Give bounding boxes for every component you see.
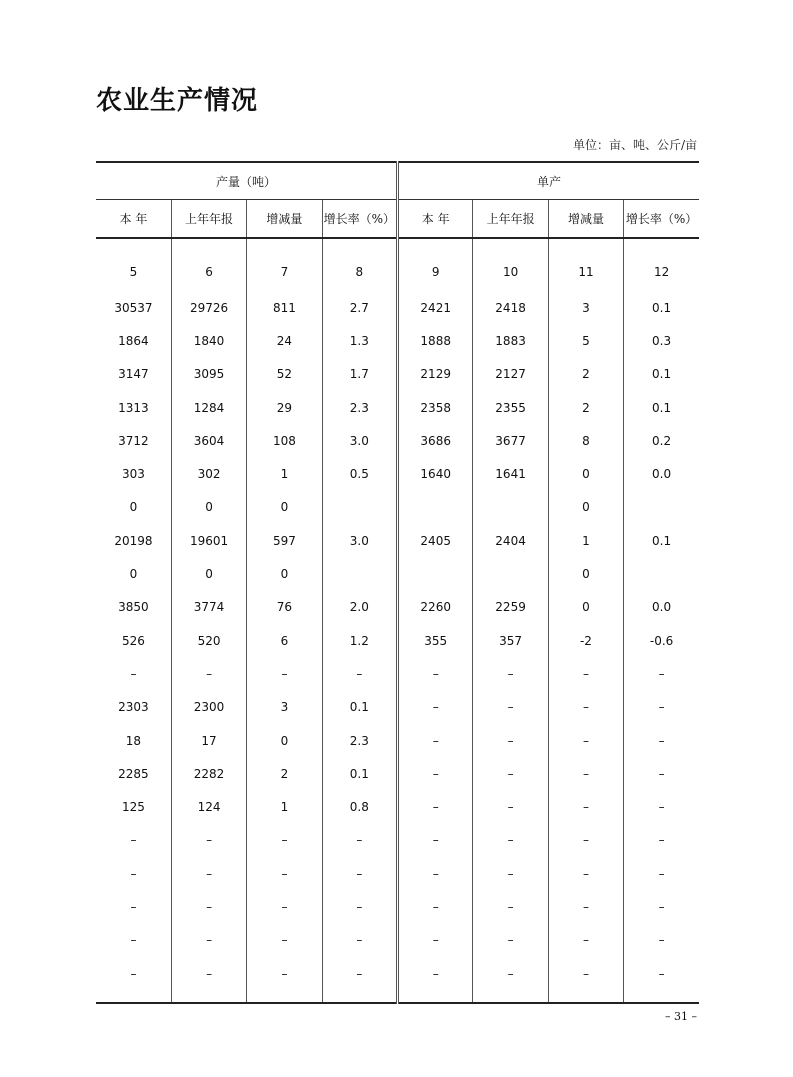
table-cell: 2418 xyxy=(473,291,548,324)
table-cell: 2.7 xyxy=(322,291,397,324)
table-cell: 0 xyxy=(548,457,623,490)
table-cell: – xyxy=(322,857,397,890)
table-cell: 1 xyxy=(548,524,623,557)
table-cell: – xyxy=(658,899,665,914)
table-cell: 0.0 xyxy=(652,467,672,482)
table-cell: 3604 xyxy=(171,424,246,457)
table-cell: 0 xyxy=(96,557,171,590)
table-cell: 6 xyxy=(247,624,322,657)
table-cell: 18 xyxy=(96,724,171,757)
table-row xyxy=(96,790,699,823)
table-cell: 1284 xyxy=(171,391,246,424)
table-cell: 811 xyxy=(247,291,322,324)
header-group-row xyxy=(96,162,699,200)
table-cell: 0.2 xyxy=(652,433,672,448)
table-cell: 1.3 xyxy=(322,324,397,357)
table-cell: – xyxy=(322,957,397,1003)
table-cell: -2 xyxy=(548,624,623,657)
table-cell: – xyxy=(473,924,548,957)
table-cell xyxy=(398,491,473,524)
table-cell: 10 xyxy=(473,238,548,291)
column-header: 增长率（%） xyxy=(625,212,698,226)
table-row xyxy=(96,657,699,690)
table-cell: 3 xyxy=(247,691,322,724)
table-cell: 8 xyxy=(548,424,623,457)
table-cell: 0.1 xyxy=(652,533,672,548)
table-cell: – xyxy=(658,766,665,781)
table-cell: 2405 xyxy=(398,524,473,557)
table-cell: – xyxy=(473,691,548,724)
table-cell: 2259 xyxy=(473,591,548,624)
table-cell: 0 xyxy=(548,491,623,524)
table-cell: 1 xyxy=(247,790,322,823)
table-cell: – xyxy=(548,824,623,857)
table-cell: – xyxy=(548,657,623,690)
table-cell: – xyxy=(398,957,473,1003)
table-cell: 52 xyxy=(247,358,322,391)
table-cell: – xyxy=(548,924,623,957)
table-cell xyxy=(624,491,699,524)
table-cell: 0 xyxy=(171,557,246,590)
table-cell: 355 xyxy=(398,624,473,657)
table-cell: – xyxy=(398,790,473,823)
table-row xyxy=(96,724,699,757)
table-cell: – xyxy=(473,857,548,890)
table-row xyxy=(96,591,699,624)
table-cell: – xyxy=(96,657,171,690)
table-cell: 2285 xyxy=(96,757,171,790)
table-cell: – xyxy=(171,957,246,1003)
table-cell: 0 xyxy=(548,557,623,590)
table-cell: 0 xyxy=(548,591,623,624)
table-cell: 2300 xyxy=(171,691,246,724)
table-cell: 2129 xyxy=(398,358,473,391)
table-cell: 0.1 xyxy=(652,400,672,415)
statistics-table-container xyxy=(96,161,699,1004)
column-header: 上年年报 xyxy=(473,200,548,239)
table-cell: 0.1 xyxy=(652,367,672,382)
table-cell: 29 xyxy=(247,391,322,424)
column-header: 增减量 xyxy=(548,200,623,239)
group-header-yield: 单产 xyxy=(398,162,700,200)
table-cell: 302 xyxy=(171,457,246,490)
table-row xyxy=(96,491,699,524)
table-body xyxy=(96,238,699,1003)
table-cell: – xyxy=(473,824,548,857)
page-number: – 31 – xyxy=(665,1010,697,1023)
table-cell: 2 xyxy=(548,391,623,424)
table-cell: 9 xyxy=(398,238,473,291)
table-cell: 1313 xyxy=(96,391,171,424)
table-cell: 24 xyxy=(247,324,322,357)
table-cell: 0 xyxy=(247,557,322,590)
table-cell: 1840 xyxy=(171,324,246,357)
table-row xyxy=(96,624,699,657)
table-row xyxy=(96,424,699,457)
table-cell xyxy=(473,557,548,590)
table-cell: – xyxy=(473,957,548,1003)
table-cell: – xyxy=(322,890,397,923)
table-cell: 2358 xyxy=(398,391,473,424)
table-cell: 0.3 xyxy=(652,333,672,348)
table-cell: – xyxy=(398,724,473,757)
column-header: 本 年 xyxy=(96,200,171,239)
table-cell: – xyxy=(247,824,322,857)
table-cell: – xyxy=(658,733,665,748)
table-row xyxy=(96,524,699,557)
table-cell: – xyxy=(548,890,623,923)
table-cell: 3712 xyxy=(96,424,171,457)
table-row xyxy=(96,857,699,890)
group-header-production: 产量（吨） xyxy=(96,162,398,200)
table-cell: – xyxy=(548,957,623,1003)
table-cell: – xyxy=(398,757,473,790)
table-cell: – xyxy=(247,890,322,923)
table-cell: – xyxy=(398,691,473,724)
table-cell: 1.7 xyxy=(322,358,397,391)
table-cell: – xyxy=(247,957,322,1003)
table-row xyxy=(96,924,699,957)
table-cell: – xyxy=(398,657,473,690)
table-cell: 125 xyxy=(96,790,171,823)
table-cell: – xyxy=(96,857,171,890)
table-row xyxy=(96,757,699,790)
table-cell: 0 xyxy=(247,491,322,524)
table-cell: 2 xyxy=(247,757,322,790)
table-cell: 2127 xyxy=(473,358,548,391)
table-cell: – xyxy=(171,924,246,957)
table-cell: 1888 xyxy=(398,324,473,357)
column-header: 增减量 xyxy=(247,200,322,239)
table-cell: 2355 xyxy=(473,391,548,424)
table-cell: 5 xyxy=(96,238,171,291)
table-row xyxy=(96,557,699,590)
table-cell: – xyxy=(322,657,397,690)
table-cell: – xyxy=(658,666,665,681)
table-cell: 2 xyxy=(548,358,623,391)
table-cell: 0.1 xyxy=(322,757,397,790)
table-cell: – xyxy=(322,824,397,857)
page-title: 农业生产情况 xyxy=(96,86,259,116)
table-cell: 3677 xyxy=(473,424,548,457)
table-cell: 303 xyxy=(96,457,171,490)
agriculture-statistics-table xyxy=(96,161,699,1004)
table-cell: – xyxy=(473,790,548,823)
table-cell: 3686 xyxy=(398,424,473,457)
table-header xyxy=(96,162,699,238)
table-cell: – xyxy=(548,857,623,890)
table-cell: 2282 xyxy=(171,757,246,790)
table-cell: – xyxy=(171,857,246,890)
table-cell: – xyxy=(171,824,246,857)
table-cell: 1883 xyxy=(473,324,548,357)
table-row xyxy=(96,457,699,490)
table-cell: 3.0 xyxy=(322,524,397,557)
table-row xyxy=(96,324,699,357)
table-cell: 2404 xyxy=(473,524,548,557)
header-sub-row xyxy=(96,200,699,239)
table-row xyxy=(96,824,699,857)
table-cell: 3.0 xyxy=(322,424,397,457)
table-cell: 0.1 xyxy=(652,300,672,315)
table-cell xyxy=(398,557,473,590)
table-cell xyxy=(322,491,397,524)
table-cell: 8 xyxy=(322,238,397,291)
table-cell: 2.3 xyxy=(322,391,397,424)
table-cell: 1 xyxy=(247,457,322,490)
column-header: 增长率（%） xyxy=(322,200,397,239)
table-cell: – xyxy=(171,657,246,690)
table-cell: – xyxy=(658,933,665,948)
table-cell: 5 xyxy=(548,324,623,357)
table-cell: 597 xyxy=(247,524,322,557)
table-cell: 3147 xyxy=(96,358,171,391)
table-row xyxy=(96,291,699,324)
table-cell: 520 xyxy=(171,624,246,657)
table-row xyxy=(96,890,699,923)
table-row xyxy=(96,238,699,291)
table-cell: – xyxy=(658,966,665,981)
table-cell: – xyxy=(398,890,473,923)
table-cell: 124 xyxy=(171,790,246,823)
table-cell: 2303 xyxy=(96,691,171,724)
table-cell: – xyxy=(398,924,473,957)
table-cell: 0.0 xyxy=(652,600,672,615)
table-cell: – xyxy=(247,657,322,690)
table-row xyxy=(96,358,699,391)
table-cell: 0.8 xyxy=(322,790,397,823)
column-header: 上年年报 xyxy=(171,200,246,239)
table-row xyxy=(96,957,699,1003)
table-cell: 1641 xyxy=(473,457,548,490)
table-cell: 2.0 xyxy=(322,591,397,624)
table-cell: – xyxy=(398,824,473,857)
table-cell: -0.6 xyxy=(649,633,674,648)
table-cell: 2.3 xyxy=(322,724,397,757)
table-cell: 526 xyxy=(96,624,171,657)
table-cell: – xyxy=(247,857,322,890)
table-cell: – xyxy=(171,890,246,923)
table-cell: – xyxy=(473,724,548,757)
table-cell: 3850 xyxy=(96,591,171,624)
table-cell xyxy=(473,491,548,524)
table-row xyxy=(96,691,699,724)
table-cell: – xyxy=(658,700,665,715)
table-cell: 1.2 xyxy=(322,624,397,657)
table-cell: – xyxy=(658,866,665,881)
table-cell: 0 xyxy=(247,724,322,757)
table-row xyxy=(96,391,699,424)
table-cell: – xyxy=(96,924,171,957)
table-cell: 7 xyxy=(247,238,322,291)
table-cell: 3774 xyxy=(171,591,246,624)
table-cell: 17 xyxy=(171,724,246,757)
table-cell: 3 xyxy=(548,291,623,324)
table-cell: 12 xyxy=(653,265,670,279)
table-cell: – xyxy=(658,833,665,848)
table-cell: 3095 xyxy=(171,358,246,391)
table-cell: 20198 xyxy=(96,524,171,557)
table-cell: – xyxy=(247,924,322,957)
column-header: 本 年 xyxy=(398,200,473,239)
unit-note: 单位：亩、吨、公斤/亩 xyxy=(572,138,697,152)
table-cell: – xyxy=(548,724,623,757)
table-cell: 108 xyxy=(247,424,322,457)
table-cell: 357 xyxy=(473,624,548,657)
table-cell: 0.5 xyxy=(322,457,397,490)
table-cell: – xyxy=(548,757,623,790)
table-cell: – xyxy=(96,890,171,923)
table-cell: 1864 xyxy=(96,324,171,357)
table-cell: – xyxy=(473,757,548,790)
table-cell: 29726 xyxy=(171,291,246,324)
table-cell: 11 xyxy=(548,238,623,291)
table-cell: 0 xyxy=(171,491,246,524)
table-cell: 6 xyxy=(171,238,246,291)
table-cell: – xyxy=(96,957,171,1003)
table-cell: 2421 xyxy=(398,291,473,324)
table-cell: 19601 xyxy=(171,524,246,557)
table-cell: 2260 xyxy=(398,591,473,624)
table-cell: – xyxy=(96,824,171,857)
table-cell: – xyxy=(658,800,665,815)
table-cell xyxy=(322,557,397,590)
table-cell: – xyxy=(473,657,548,690)
table-cell: – xyxy=(548,790,623,823)
table-cell: – xyxy=(398,857,473,890)
table-cell: 76 xyxy=(247,591,322,624)
table-cell: 0.1 xyxy=(322,691,397,724)
table-cell: 30537 xyxy=(96,291,171,324)
table-cell: – xyxy=(548,691,623,724)
table-cell: – xyxy=(473,890,548,923)
table-cell xyxy=(624,557,699,590)
table-cell: 1640 xyxy=(398,457,473,490)
table-cell: 0 xyxy=(96,491,171,524)
table-cell: – xyxy=(322,924,397,957)
